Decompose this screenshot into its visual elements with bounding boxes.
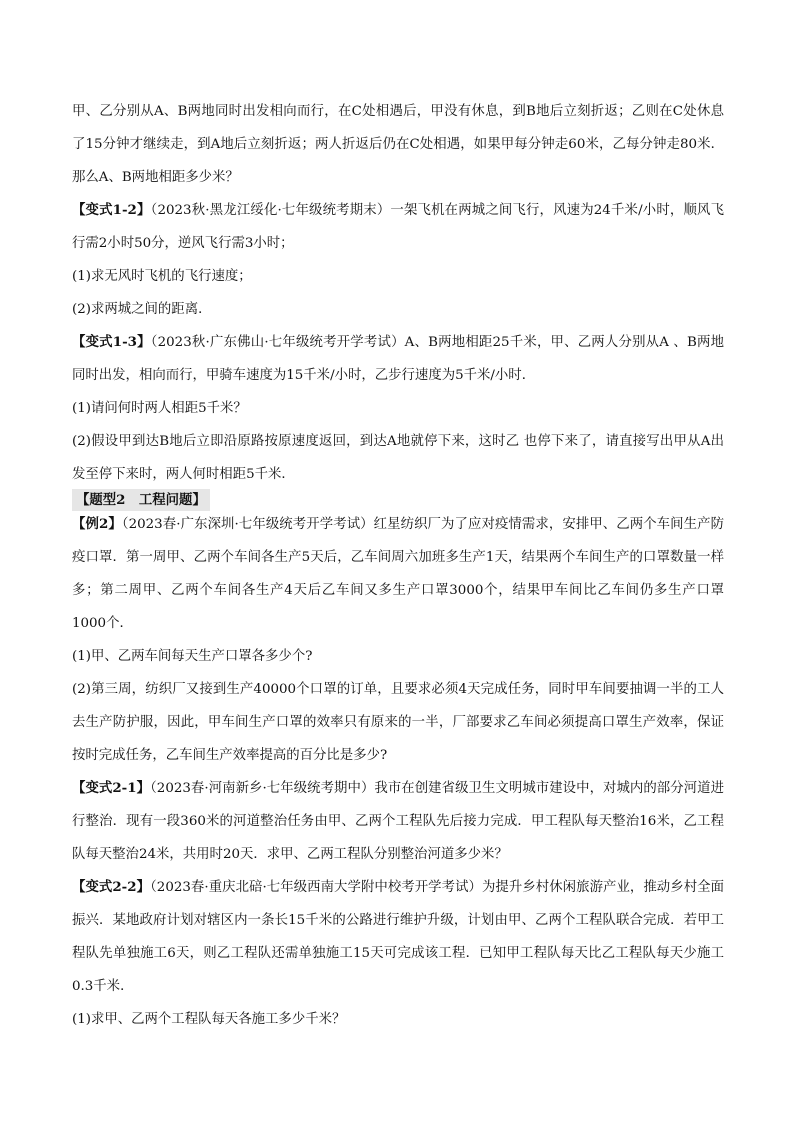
section-heading: 【题型2 工程问题】 <box>72 489 210 511</box>
problem-1-1-continuation <box>72 95 724 194</box>
variant-1-2-text: （2023秋·黑龙江绥化·七年级统考期末）一架飞机在两城之间飞行，风速为24千米/小时，顺风飞行需2小时50分，逆风飞行需3小时； <box>72 203 724 251</box>
variant-2-2-stem <box>72 871 724 1003</box>
variant-2-2-text: （2023春·重庆北碚·七年级西南大学附中校考开学考试）为提升乡村休闲旅游产业，推动乡村全面振兴．某地政府计划对辖区内一条长15千米的公路进行维护升级，计划由甲、乙两个工程队联合完成．若甲工程队先单独施工6天，则乙工程队还需单独施工15天可完成该工程．已知甲工程队每天比乙工程队每天少施工0.3千米． <box>72 880 724 994</box>
variant-1-2-stem <box>72 194 724 260</box>
example-2-question-2: (2)第三周，纺织厂又接到生产40000个口罩的订单，且要求必须4天完成任务，同时甲车间要抽调一半的工人去生产防护服，因此，甲车间生产口罩的效率只有原来的一半，厂部要求乙车间必须提高口罩生产效率，保证按时完成任务，乙车间生产效率提高的百分比是多少? <box>72 682 724 763</box>
variant-1-3-question-2: (2)假设甲到达B地后立即沿原路按原速度返回，到达A地就停下来，这时乙 也停下来了，请直接写出甲从A出发至停下来时，两人何时相距5千米． <box>72 434 724 482</box>
variant-1-3 <box>72 326 724 491</box>
variant-1-2 <box>72 194 724 326</box>
example-2-question-1: (1)甲、乙两车间每天生产口罩各多少个? <box>72 649 313 664</box>
variant-2-2-question-1: (1)求甲、乙两个工程队每天各施工多少千米？ <box>72 1012 346 1027</box>
example-2 <box>72 508 724 772</box>
variant-1-2-tag: 【变式1-2】 <box>72 202 151 218</box>
variant-2-1-text: （2023春·河南新乡·七年级统考期中）我市在创建省级卫生文明城市建设中，对城内的部分河道进行整治．现有一段360米的河道整治任务由甲、乙两个工程队先后接力完成．甲工程队每天整治16米，乙工程队每天整治24米，共用时20天．求甲、乙两工程队分别整治河道多少米？ <box>72 781 724 862</box>
variant-1-3-question-1: (1)请问何时两人相距5千米？ <box>72 401 247 416</box>
variant-2-1 <box>72 772 724 871</box>
example-2-text: （2023春·广东深圳·七年级统考开学考试）红星纺织厂为了应对疫情需求，安排甲、乙两个车间生产防疫口罩．第一周甲、乙两个车间各生产5天后，乙车间周六加班多生产1天，结果两个车间生产的口罩数量一样多；第二周甲、乙两个车间各生产4天后乙车间又多生产口罩3000个，结果甲车间比乙车间仍多生产口罩1000个． <box>72 517 724 631</box>
variant-2-2-tag: 【变式2-2】 <box>72 879 151 895</box>
variant-2-1-tag: 【变式2-1】 <box>72 780 151 796</box>
variant-1-3-text: （2023秋·广东佛山·七年级统考开学考试）A、B两地相距25千米，甲、乙两人分别从A 、B两地同时出发，相向而行，甲骑车速度为15千米/小时，乙步行速度为5千米/小时． <box>72 335 724 383</box>
example-2-stem <box>72 508 724 640</box>
problem-text: 甲、乙分别从A、B两地同时出发相向而行，在C处相遇后，甲没有休息，到B地后立刻折返；乙则在C处休息了15分钟才继续走，到A地后立刻折返；两人折返后仍在C处相遇，如果甲每分钟走60米，乙每分钟走80米．那么A、B两地相距多少米？ <box>72 104 724 185</box>
example-2-tag: 【例2】 <box>72 516 122 532</box>
variant-1-2-question-1: (1)求无风时飞机的飞行速度； <box>72 269 252 284</box>
variant-1-2-question-2: (2)求两城之间的距离． <box>72 302 212 317</box>
variant-1-3-tag: 【变式1-3】 <box>72 334 151 350</box>
variant-2-2 <box>72 871 724 1036</box>
variant-1-3-stem <box>72 326 724 392</box>
variant-2-1-stem <box>72 772 724 871</box>
